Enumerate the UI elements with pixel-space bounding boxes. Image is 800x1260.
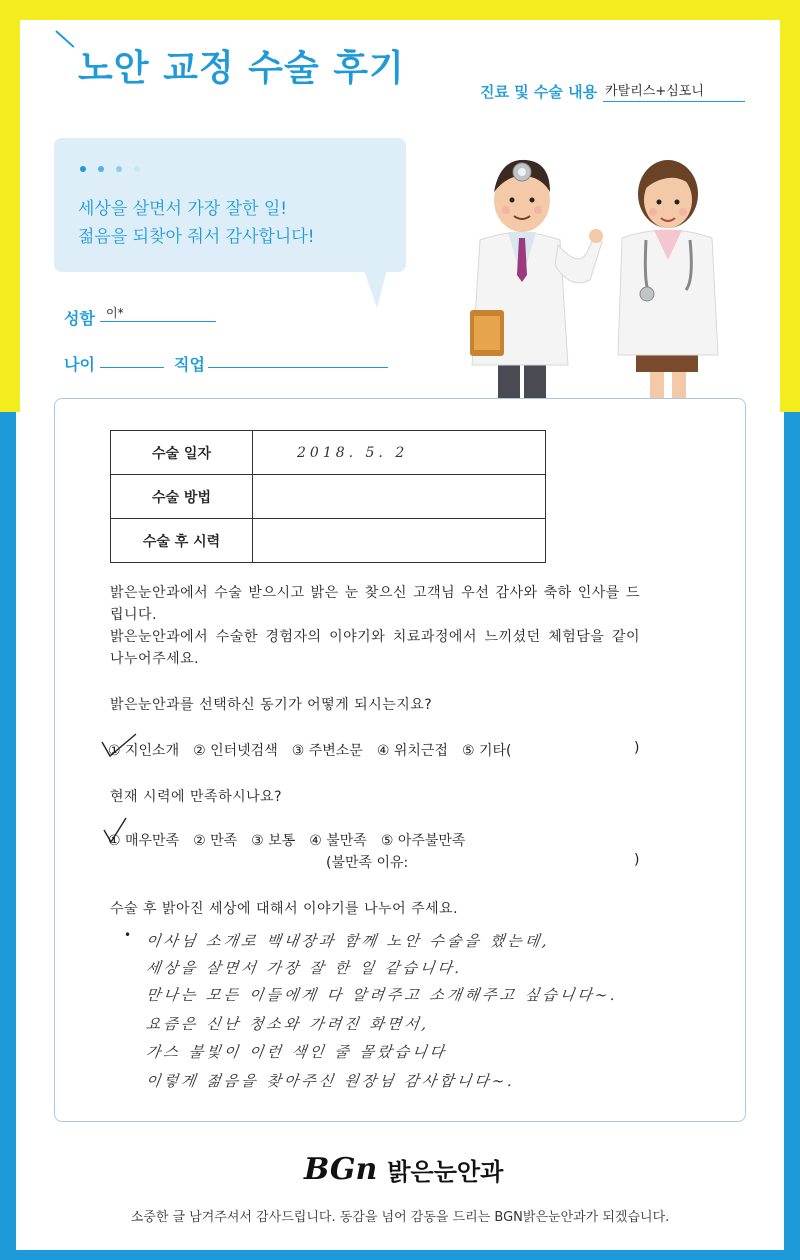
intro-paragraph-1: 밝은눈안과에서 수술 받으시고 밝은 눈 찾으신 고객님 우선 감사와 축하 인사를 드립니다. — [110, 585, 640, 623]
q1-option-2[interactable]: ② 인터넷검색 — [193, 743, 278, 759]
table-row — [111, 475, 546, 519]
bgn-logo — [304, 1152, 503, 1187]
treatment-field — [480, 80, 745, 102]
table-row — [111, 431, 546, 475]
q2-option-3[interactable]: ③ 보통 — [251, 833, 296, 849]
frame-right-yellow — [780, 0, 800, 412]
frame-top — [0, 0, 800, 20]
handwriting-line-3: 만나는 모든 이들에게 다 알려주고 소개해주고 싶습니다~. — [144, 986, 620, 1004]
surgery-method-label: 수술 방법 — [111, 475, 253, 519]
question-3: 수술 후 밝아진 세상에 대해서 이야기를 나누어 주세요. — [110, 901, 459, 917]
handwriting-line-1: 이사님 소개로 백내장과 함께 노안 수술을 했는데, — [144, 932, 552, 950]
doctors-illustration — [450, 130, 740, 400]
handwriting-line-2: 세상을 살면서 가장 잘 한 일 같습니다. — [144, 959, 464, 977]
age-field[interactable] — [100, 350, 164, 368]
q1-option-5[interactable]: ⑤ 기타( — [461, 743, 512, 759]
intro-paragraph-2: 밝은눈안과에서 수술한 경험자의 이야기와 치료과정에서 느끼셨던 체험담을 같이 나누어주세요. — [110, 629, 640, 667]
q2-option-1[interactable]: ① 매우만족 — [108, 833, 180, 849]
female-doctor-illustration — [618, 160, 718, 400]
post-surgery-vision-value[interactable] — [253, 519, 546, 563]
q2-option-2[interactable]: ② 만족 — [193, 833, 238, 849]
name-label: 성함 — [64, 309, 95, 328]
age-label: 나이 — [64, 355, 95, 374]
frame-bottom-blue — [0, 1250, 800, 1260]
q1-close-paren: ) — [634, 740, 640, 756]
q1-option-4[interactable]: ④ 위치근접 — [376, 743, 448, 759]
surgery-date-value[interactable]: 2018. 5. 2 — [253, 431, 546, 475]
q1-option-3[interactable]: ③ 주변소문 — [291, 743, 363, 759]
q2-option-4[interactable]: ④ 불만족 — [309, 833, 367, 849]
q2-reason-label: (불만족 이유: — [326, 855, 409, 871]
logo-mark: BGn — [304, 1152, 378, 1187]
surgery-info-table — [110, 430, 546, 563]
title-accent — [55, 30, 74, 48]
dot-2 — [98, 166, 104, 172]
post-surgery-vision-label: 수술 후 시력 — [111, 519, 253, 563]
surgery-date-label: 수술 일자 — [111, 431, 253, 475]
logo-text: 밝은눈안과 — [387, 1158, 504, 1186]
bubble-dots — [80, 166, 140, 172]
bullet-icon: • — [124, 928, 132, 942]
job-label: 직업 — [174, 355, 205, 374]
dot-1 — [80, 166, 86, 172]
dot-3 — [116, 166, 122, 172]
frame-left-yellow — [0, 0, 20, 412]
bubble-line-2: 젊음을 되찾아 줘서 감사합니다! — [78, 227, 315, 247]
frame-right-blue — [784, 412, 800, 1260]
bubble-line-1: 세상을 살면서 가장 잘한 일! — [78, 199, 288, 219]
handwriting-line-4: 요즘은 신난 청소와 가려진 화면서, — [144, 1015, 431, 1033]
handwriting-line-5: 가스 불빛이 이런 색인 줄 몰랐습니다 — [144, 1043, 449, 1061]
male-doctor-illustration — [470, 160, 603, 400]
job-field[interactable] — [208, 350, 388, 368]
question-2-options — [108, 830, 465, 850]
table-row — [111, 519, 546, 563]
treatment-label: 진료 및 수술 내용 — [480, 83, 598, 101]
q2-option-5[interactable]: ⑤ 아주불만족 — [380, 833, 466, 849]
question-2: 현재 시력에 만족하시나요? — [110, 789, 283, 805]
page-title: 노안 교정 수술 후기 — [78, 48, 405, 89]
q1-option-1[interactable]: ① 지인소개 — [108, 743, 180, 759]
q2-close-paren: ) — [634, 852, 640, 868]
surgery-method-value[interactable] — [253, 475, 546, 519]
handwriting-line-6: 이렇게 젊음을 찾아주신 원장님 감사합니다~. — [144, 1072, 517, 1090]
question-1: 밝은눈안과를 선택하신 동기가 어떻게 되시는지요? — [110, 697, 433, 713]
question-1-options — [108, 740, 511, 760]
dot-4 — [134, 166, 140, 172]
frame-left-blue — [0, 412, 16, 1260]
footer-note: 소중한 글 남겨주셔서 감사드립니다. 동감을 넘어 감동을 드리는 BGN밝은눈안과가 되겠습니다. — [130, 1210, 670, 1225]
name-field[interactable]: 이* — [100, 304, 216, 322]
treatment-value[interactable]: 카탈리스+심포니 — [603, 80, 745, 102]
